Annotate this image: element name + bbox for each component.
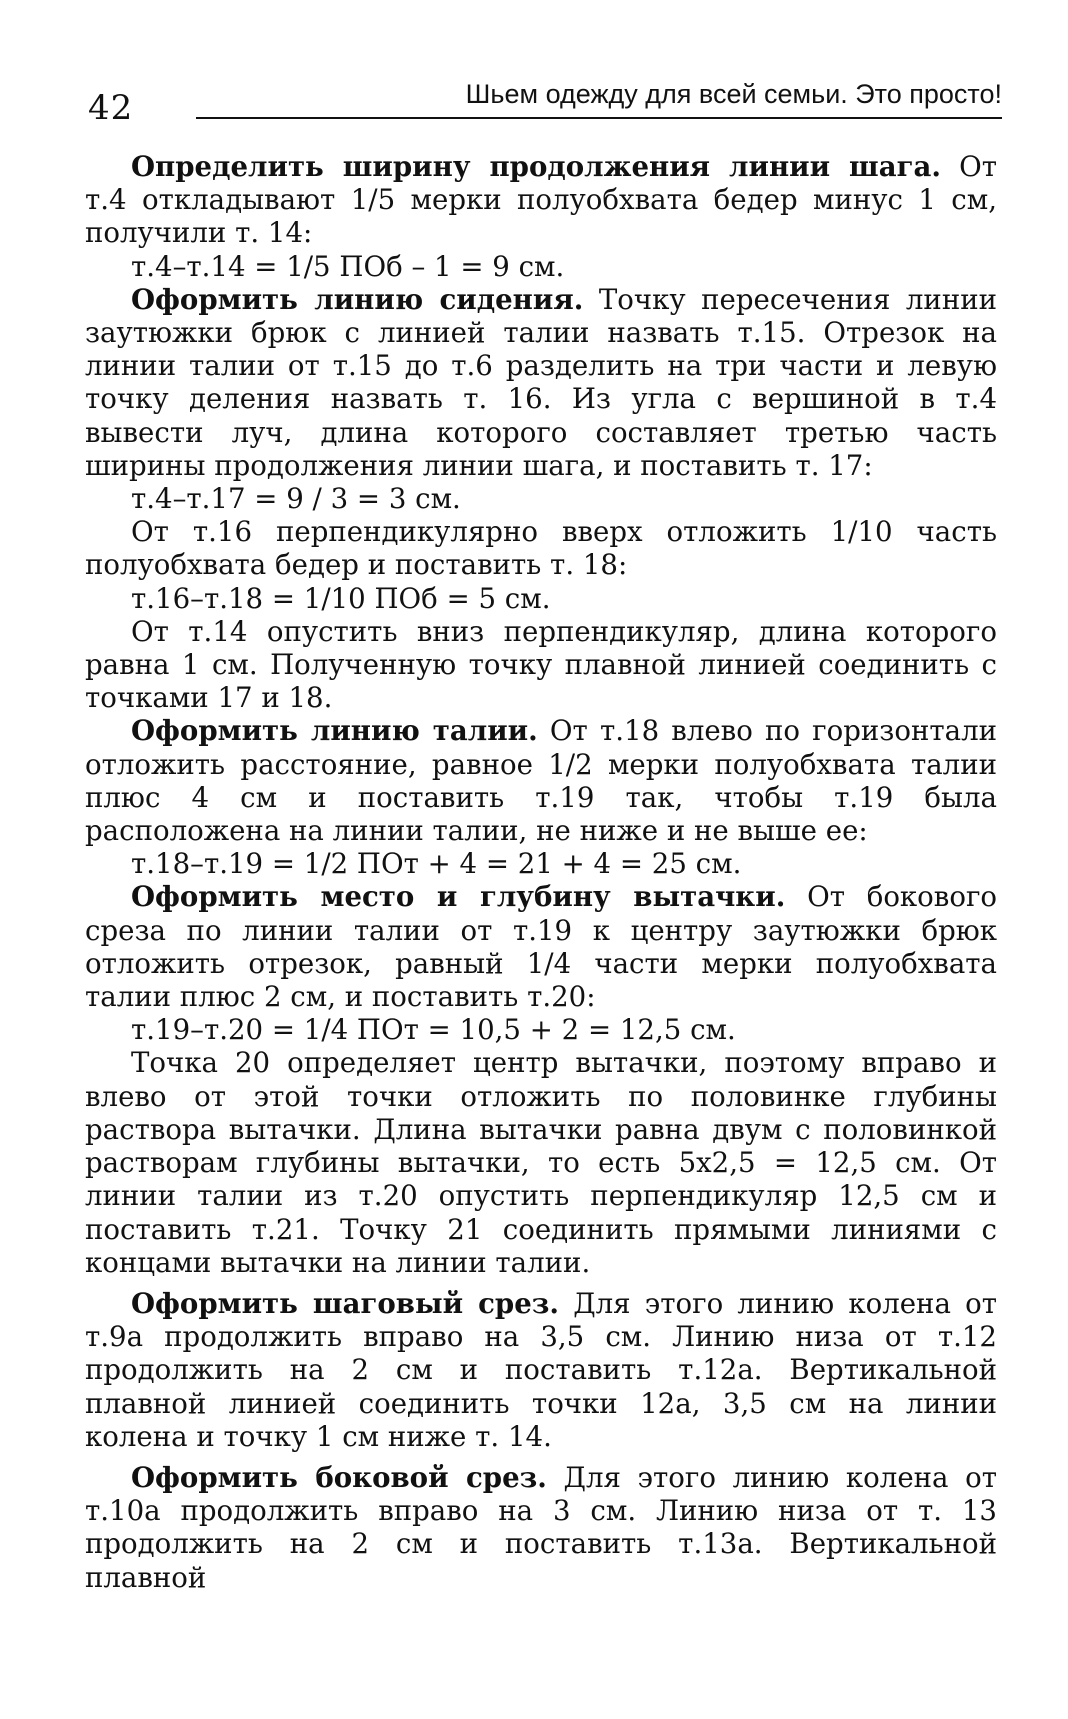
paragraph-heading: Оформить боковой срез. <box>131 1460 547 1494</box>
paragraph-heading: Оформить шаговый срез. <box>131 1286 559 1320</box>
paragraph-text: От т.14 опустить вниз перпендикуляр, длина которого равна 1 см. Полученную точку плавной линией соединить с точками 17 и 18. <box>85 614 997 715</box>
paragraph-waist-line <box>85 714 997 847</box>
paragraph-text: От т.4 откладывают 1/5 мерки полуобхвата бедер минус 1 см, получили т. 14: <box>85 150 997 250</box>
paragraph-text: От бокового среза по линии талии от т.19 к центру заутюжки брюк отложить отрезок, равный 1/4 части мерки полуобхвата талии плюс 2 см, и поставить т.20: <box>85 880 998 1014</box>
paragraph-text: От т.18 влево по горизонтали отложить расстояние, равное 1/2 мерки полуобхвата талии плюс 4 см и поставить т.19 так, чтобы т.19 была расположена на линии талии, не ниже и не выше ее: <box>85 714 997 848</box>
paragraph-seat-line <box>85 283 997 482</box>
paragraph-text: Для этого линию колена от т.10а продолжить вправо на 3 см. Линию низа от т. 13 продолжить на 2 см и поставить т.13а. Вертикальной плавной <box>85 1460 998 1594</box>
paragraph-text: Точку пересечения линии заутюжки брюк с линией талии назвать т.15. Отрезок на линии талии от т.15 до т.6 разделить на три части и левую точку деления назвать т. 16. Из угла с вершиной в т.4 вывести луч, длина которого составляет третью часть ширины продолжения линии шага, и поставить т. 17: <box>85 282 997 482</box>
paragraph-heading: Оформить линию талии. <box>131 714 538 748</box>
body-text <box>85 150 997 1594</box>
paragraph-dart <box>85 880 997 1013</box>
running-title: Шьем одежду для всей семьи. Это просто! <box>465 79 1002 109</box>
formula-line: т.19–т.20 = 1/4 ПОт = 10,5 + 2 = 12,5 см. <box>131 1013 736 1047</box>
paragraph-side-seam <box>85 1461 997 1594</box>
formula-line: т.4–т.17 = 9 / 3 = 3 см. <box>131 482 461 516</box>
paragraph-heading: Определить ширину продолжения линии шага. <box>131 150 941 183</box>
formula-line: т.16–т.18 = 1/10 ПОб = 5 см. <box>131 581 551 615</box>
paragraph-step-width <box>85 150 997 250</box>
formula-line: т.4–т.14 = 1/5 ПОб – 1 = 9 см. <box>131 249 565 283</box>
paragraph-inseam <box>85 1287 997 1453</box>
paragraph-text: Точка 20 определяет центр вытачки, поэтому вправо и влево от этой точки отложить по половинке глубины раствора вытачки. Длина вытачки равна двум с половинкой растворам глубины вытачки, то есть 5х2,5 = 12,5 см. От линии талии из т.20 опустить перпендикуляр 12,5 см и поставить т.21. Точку 21 соединить прямыми линиями с концами вытачки на линии талии. <box>85 1046 997 1279</box>
page-number: 42 <box>88 88 134 128</box>
formula-line: т.18–т.19 = 1/2 ПОт + 4 = 21 + 4 = 25 см. <box>131 847 742 881</box>
paragraph-text: От т.16 перпендикулярно вверх отложить 1/10 часть полуобхвата бедер и поставить т. 18: <box>85 515 997 582</box>
header-rule <box>196 117 1002 119</box>
paragraph-text: Для этого линию колена от т.9а продолжить вправо на 3,5 см. Линию низа от т.12 продолжить на 2 см и поставить т.12а. Вертикальной плавной линией соединить точки 12а, 3,5 см на линии колена и точку 1 см ниже т. 14. <box>85 1286 997 1453</box>
paragraph-heading: Оформить место и глубину вытачки. <box>131 880 786 914</box>
paragraph-heading: Оформить линию сидения. <box>131 282 584 316</box>
